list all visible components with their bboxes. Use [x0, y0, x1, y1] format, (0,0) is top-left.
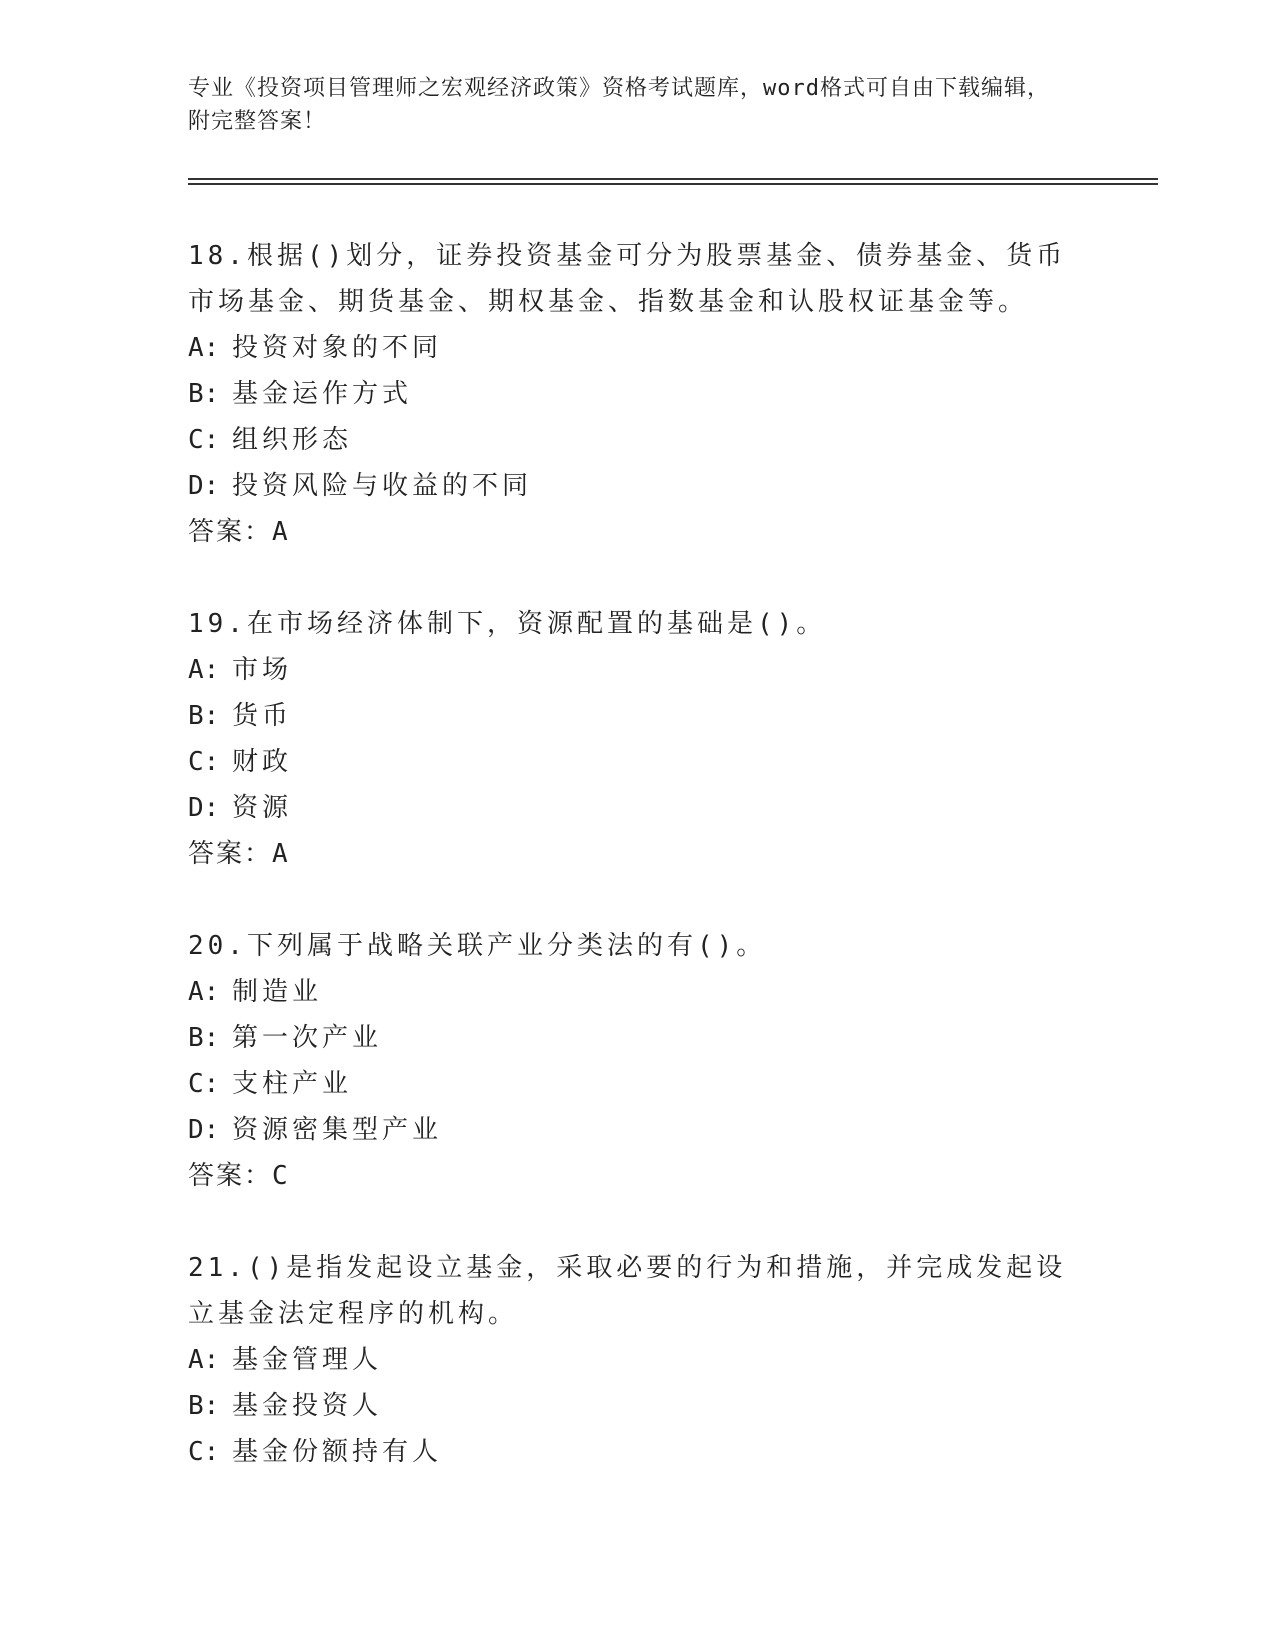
option-text: 投资对象的不同: [232, 333, 443, 363]
question-20: [188, 923, 1088, 1199]
answer-line: [188, 509, 1088, 555]
option-text: 资源密集型产业: [232, 1115, 443, 1145]
question-18: [188, 233, 1088, 555]
option-key: D:: [188, 793, 220, 823]
option-b: [188, 371, 1088, 417]
header-divider-bottom: [188, 183, 1158, 185]
option-text: 基金运作方式: [232, 379, 413, 409]
question-number: 19.: [188, 609, 247, 639]
option-key: C:: [188, 747, 220, 777]
answer-label: 答案：: [188, 839, 273, 869]
option-c: [188, 417, 1088, 463]
option-text: 制造业: [232, 977, 323, 1007]
option-text: 基金投资人: [232, 1391, 383, 1421]
option-key: B:: [188, 701, 220, 731]
option-key: A:: [188, 655, 220, 685]
option-d: [188, 785, 1088, 831]
option-d: [188, 1107, 1088, 1153]
question-list: [188, 233, 1088, 1521]
option-a: [188, 325, 1088, 371]
question-stem: [188, 1245, 1088, 1337]
question-number: 21.: [188, 1253, 247, 1283]
option-key: B:: [188, 1391, 220, 1421]
option-c: [188, 1429, 1088, 1475]
question-text: 根据()划分，证券投资基金可分为股票基金、债券基金、货币市场基金、期货基金、期权基金、指数基金和认股权证基金等。: [188, 241, 1067, 317]
option-text: 基金管理人: [232, 1345, 383, 1375]
question-text: 下列属于战略关联产业分类法的有()。: [246, 931, 767, 961]
question-21: [188, 1245, 1088, 1475]
option-text: 基金份额持有人: [232, 1437, 443, 1467]
option-key: A:: [188, 977, 220, 1007]
option-key: B:: [188, 1023, 220, 1053]
option-key: A:: [188, 333, 220, 363]
option-b: [188, 1015, 1088, 1061]
answer-line: [188, 831, 1088, 877]
option-d: [188, 463, 1088, 509]
option-key: B:: [188, 379, 220, 409]
option-key: C:: [188, 425, 220, 455]
question-text: ()是指发起设立基金，采取必要的行为和措施，并完成发起设立基金法定程序的机构。: [188, 1253, 1067, 1329]
option-text: 组织形态: [232, 425, 353, 455]
answer-label: 答案：: [188, 1161, 273, 1191]
option-b: [188, 693, 1088, 739]
option-text: 市场: [232, 655, 293, 685]
answer-line: [188, 1153, 1088, 1199]
question-number: 20.: [188, 931, 247, 961]
document-header: 专业《投资项目管理师之宏观经济政策》资格考试题库，word格式可自由下载编辑，附完整答案！: [188, 76, 1050, 134]
option-text: 财政: [232, 747, 293, 777]
question-number: 18.: [188, 241, 247, 271]
option-c: [188, 1061, 1088, 1107]
option-text: 资源: [232, 793, 293, 823]
option-key: D:: [188, 471, 220, 501]
question-stem: [188, 923, 1088, 969]
question-text: 在市场经济体制下，资源配置的基础是()。: [246, 609, 827, 639]
option-key: A:: [188, 1345, 220, 1375]
question-stem: [188, 233, 1088, 325]
option-b: [188, 1383, 1088, 1429]
option-a: [188, 969, 1088, 1015]
option-key: C:: [188, 1437, 220, 1467]
question-stem: [188, 601, 1088, 647]
option-text: 货币: [232, 701, 293, 731]
answer-value: C: [272, 1161, 288, 1191]
option-text: 第一次产业: [232, 1023, 383, 1053]
option-a: [188, 1337, 1088, 1383]
option-c: [188, 739, 1088, 785]
option-key: C:: [188, 1069, 220, 1099]
answer-value: A: [272, 839, 288, 869]
answer-label: 答案：: [188, 517, 273, 547]
option-a: [188, 647, 1088, 693]
option-key: D:: [188, 1115, 220, 1145]
option-text: 投资风险与收益的不同: [232, 471, 533, 501]
header-divider-top: [188, 178, 1158, 180]
question-19: [188, 601, 1088, 877]
option-text: 支柱产业: [232, 1069, 353, 1099]
answer-value: A: [272, 517, 288, 547]
